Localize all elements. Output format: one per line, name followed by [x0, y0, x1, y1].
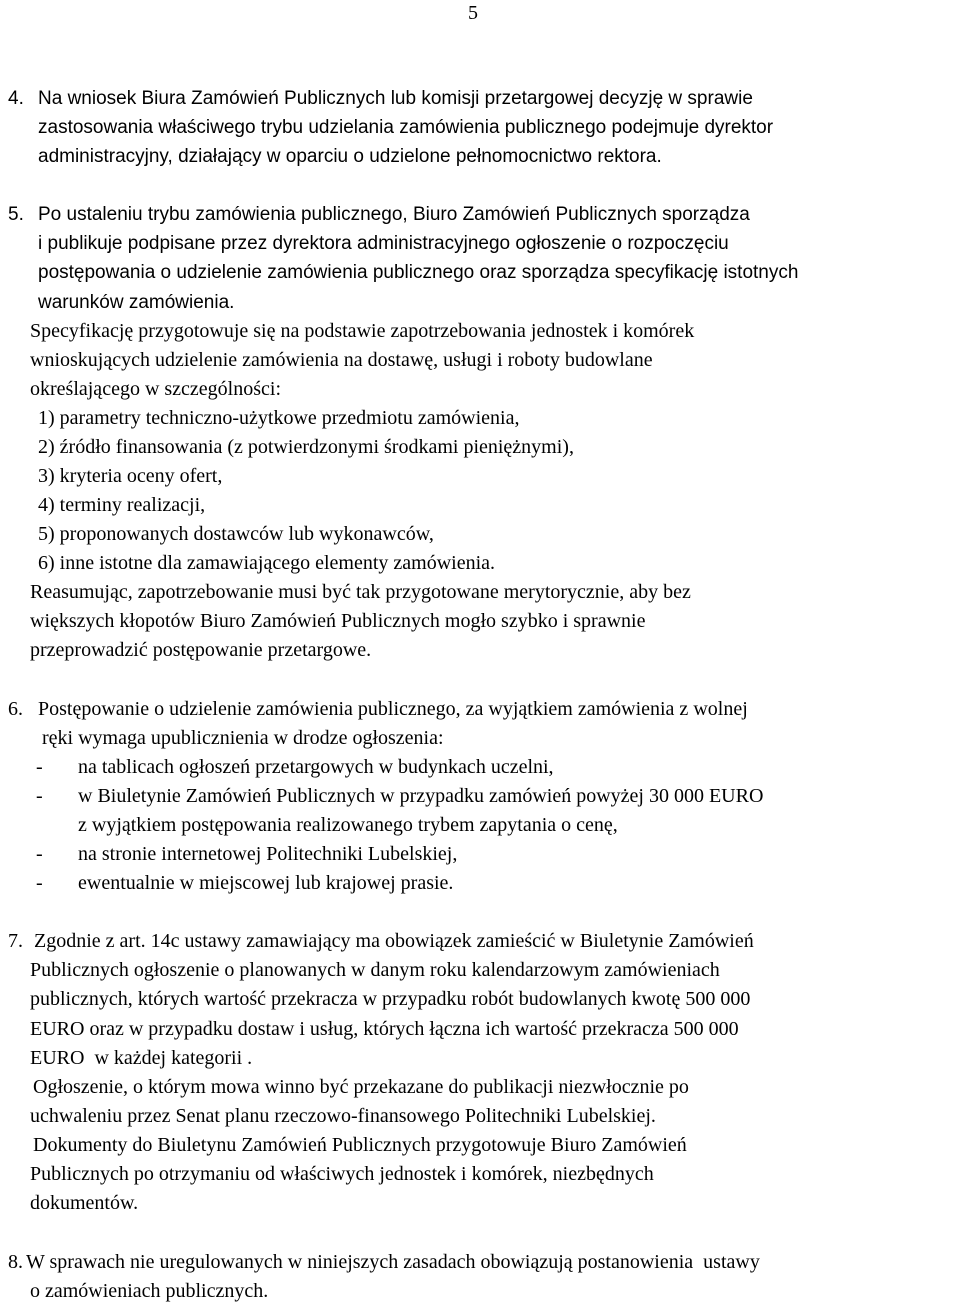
item-4-number: 4. [8, 88, 24, 109]
item-5-line: Po ustaleniu trybu zamówienia publicznego, Biuro Zamówień Publicznych sporządza [38, 204, 750, 225]
summary-paragraph [30, 578, 956, 666]
item-8-line: W sprawach nie uregulowanych w niniejszych zasadach obowiązują postanowienia ustawy [26, 1251, 760, 1273]
item-4 [8, 84, 956, 172]
documents-line: Publicznych po otrzymaniu od właściwych jednostek i komórek, niezbędnych [30, 1163, 654, 1186]
dash-bullet: - [36, 843, 43, 865]
item-4-line: administracyjny, działający w oparciu o udzielone pełnomocnictwo rektora. [38, 146, 662, 168]
item-7-line: EURO oraz w przypadku dostaw i usług, których łączna ich wartość przekracza 500 000 [30, 1017, 739, 1040]
notice-line: uchwaleniu przez Senat planu rzeczowo-finansowego Politechniki Lubelskiej. [30, 1105, 656, 1128]
item-8-number: 8. [8, 1251, 23, 1273]
item-7-line: publicznych, których wartość przekracza w przypadku robót budowlanych kwotę 500 000 [30, 988, 751, 1011]
item-7-line: EURO w każdej kategorii . [30, 1046, 253, 1069]
item-5-line: warunków zamówienia. [38, 291, 235, 313]
spec-list-item: 2) źródło finansowania (z potwierdzonymi środkami pieniężnymi), [38, 436, 574, 458]
publication-item-text: na tablicach ogłoszeń przetargowych w budynkach uczelni, [78, 756, 554, 778]
page-number: 5 [468, 2, 478, 24]
summary-line: przeprowadzić postępowanie przetargowe. [30, 639, 372, 662]
item-5-line: i publikuje podpisane przez dyrektora administracyjnego ogłoszenie o rozpoczęciu [38, 233, 729, 255]
item-7-line: Zgodnie z art. 14c ustawy zamawiający ma obowiązek zamieścić w Biuletynie Zamówień [34, 930, 754, 952]
spec-line: Specyfikację przygotowuje się na podstawie zapotrzebowania jednostek i komórek [30, 320, 695, 342]
item-8 [8, 1248, 956, 1306]
spec-list-item: 4) terminy realizacji, [38, 494, 206, 516]
summary-line: Reasumując, zapotrzebowanie musi być tak przygotowane merytorycznie, aby bez [30, 581, 691, 603]
publication-item-text: ewentualnie w miejscowej lub krajowej prasie. [78, 872, 454, 894]
item-5-line: postępowania o udzielenie zamówienia publicznego oraz sporządza specyfikację istotnych [38, 262, 799, 284]
item-4-line: Na wniosek Biura Zamówień Publicznych lub komisji przetargowej decyzję w sprawie [38, 88, 753, 109]
summary-line: większych kłopotów Biuro Zamówień Publicznych mogło szybko i sprawnie [30, 610, 646, 633]
publication-item-text: w Biuletynie Zamówień Publicznych w przypadku zamówień powyżej 30 000 EURO [78, 785, 764, 807]
spec-list-item: 3) kryteria oceny ofert, [38, 465, 223, 487]
notice-paragraph [30, 1073, 956, 1131]
item-7-number: 7. [8, 930, 23, 952]
dash-bullet: - [36, 785, 43, 807]
spec-list-item: 6) inne istotne dla zamawiającego elementy zamówienia. [38, 552, 496, 574]
publication-item-text: na stronie internetowej Politechniki Lubelskiej, [78, 843, 458, 865]
publication-item-text: z wyjątkiem postępowania realizowanego trybem zapytania o cenę, [78, 814, 618, 836]
item-6-number: 6. [8, 698, 23, 720]
item-7 [8, 927, 956, 1073]
item-6-line: ręki wymaga upublicznienia w drodze ogłoszenia: [42, 727, 444, 750]
item-8-line: o zamówieniach publicznych. [30, 1280, 269, 1303]
item-6 [8, 695, 956, 753]
item-6-line: Postępowanie o udzielenie zamówienia publicznego, za wyjątkiem zamówienia z wolnej [38, 698, 748, 720]
documents-paragraph [30, 1131, 956, 1219]
item-5 [8, 200, 956, 317]
dash-bullet: - [36, 756, 43, 778]
spec-list-item: 5) proponowanych dostawców lub wykonawców, [38, 523, 434, 545]
spec-line: określającego w szczególności: [30, 378, 282, 401]
specification-paragraph [30, 317, 956, 405]
spec-list-item: 1) parametry techniczno-użytkowe przedmiotu zamówienia, [38, 407, 520, 429]
spec-line: wnioskujących udzielenie zamówienia na dostawę, usługi i roboty budowlane [30, 349, 653, 372]
item-7-line: Publicznych ogłoszenie o planowanych w danym roku kalendarzowym zamówieniach [30, 959, 720, 982]
documents-line: dokumentów. [30, 1192, 139, 1215]
item-4-line: zastosowania właściwego trybu udzielania zamówienia publicznego podejmuje dyrektor [38, 117, 774, 139]
notice-line: Ogłoszenie, o którym mowa winno być przekazane do publikacji niezwłocznie po [33, 1076, 689, 1098]
dash-bullet: - [36, 872, 43, 894]
documents-line: Dokumenty do Biuletynu Zamówień Publicznych przygotowuje Biuro Zamówień [33, 1134, 687, 1156]
item-5-number: 5. [8, 204, 24, 225]
